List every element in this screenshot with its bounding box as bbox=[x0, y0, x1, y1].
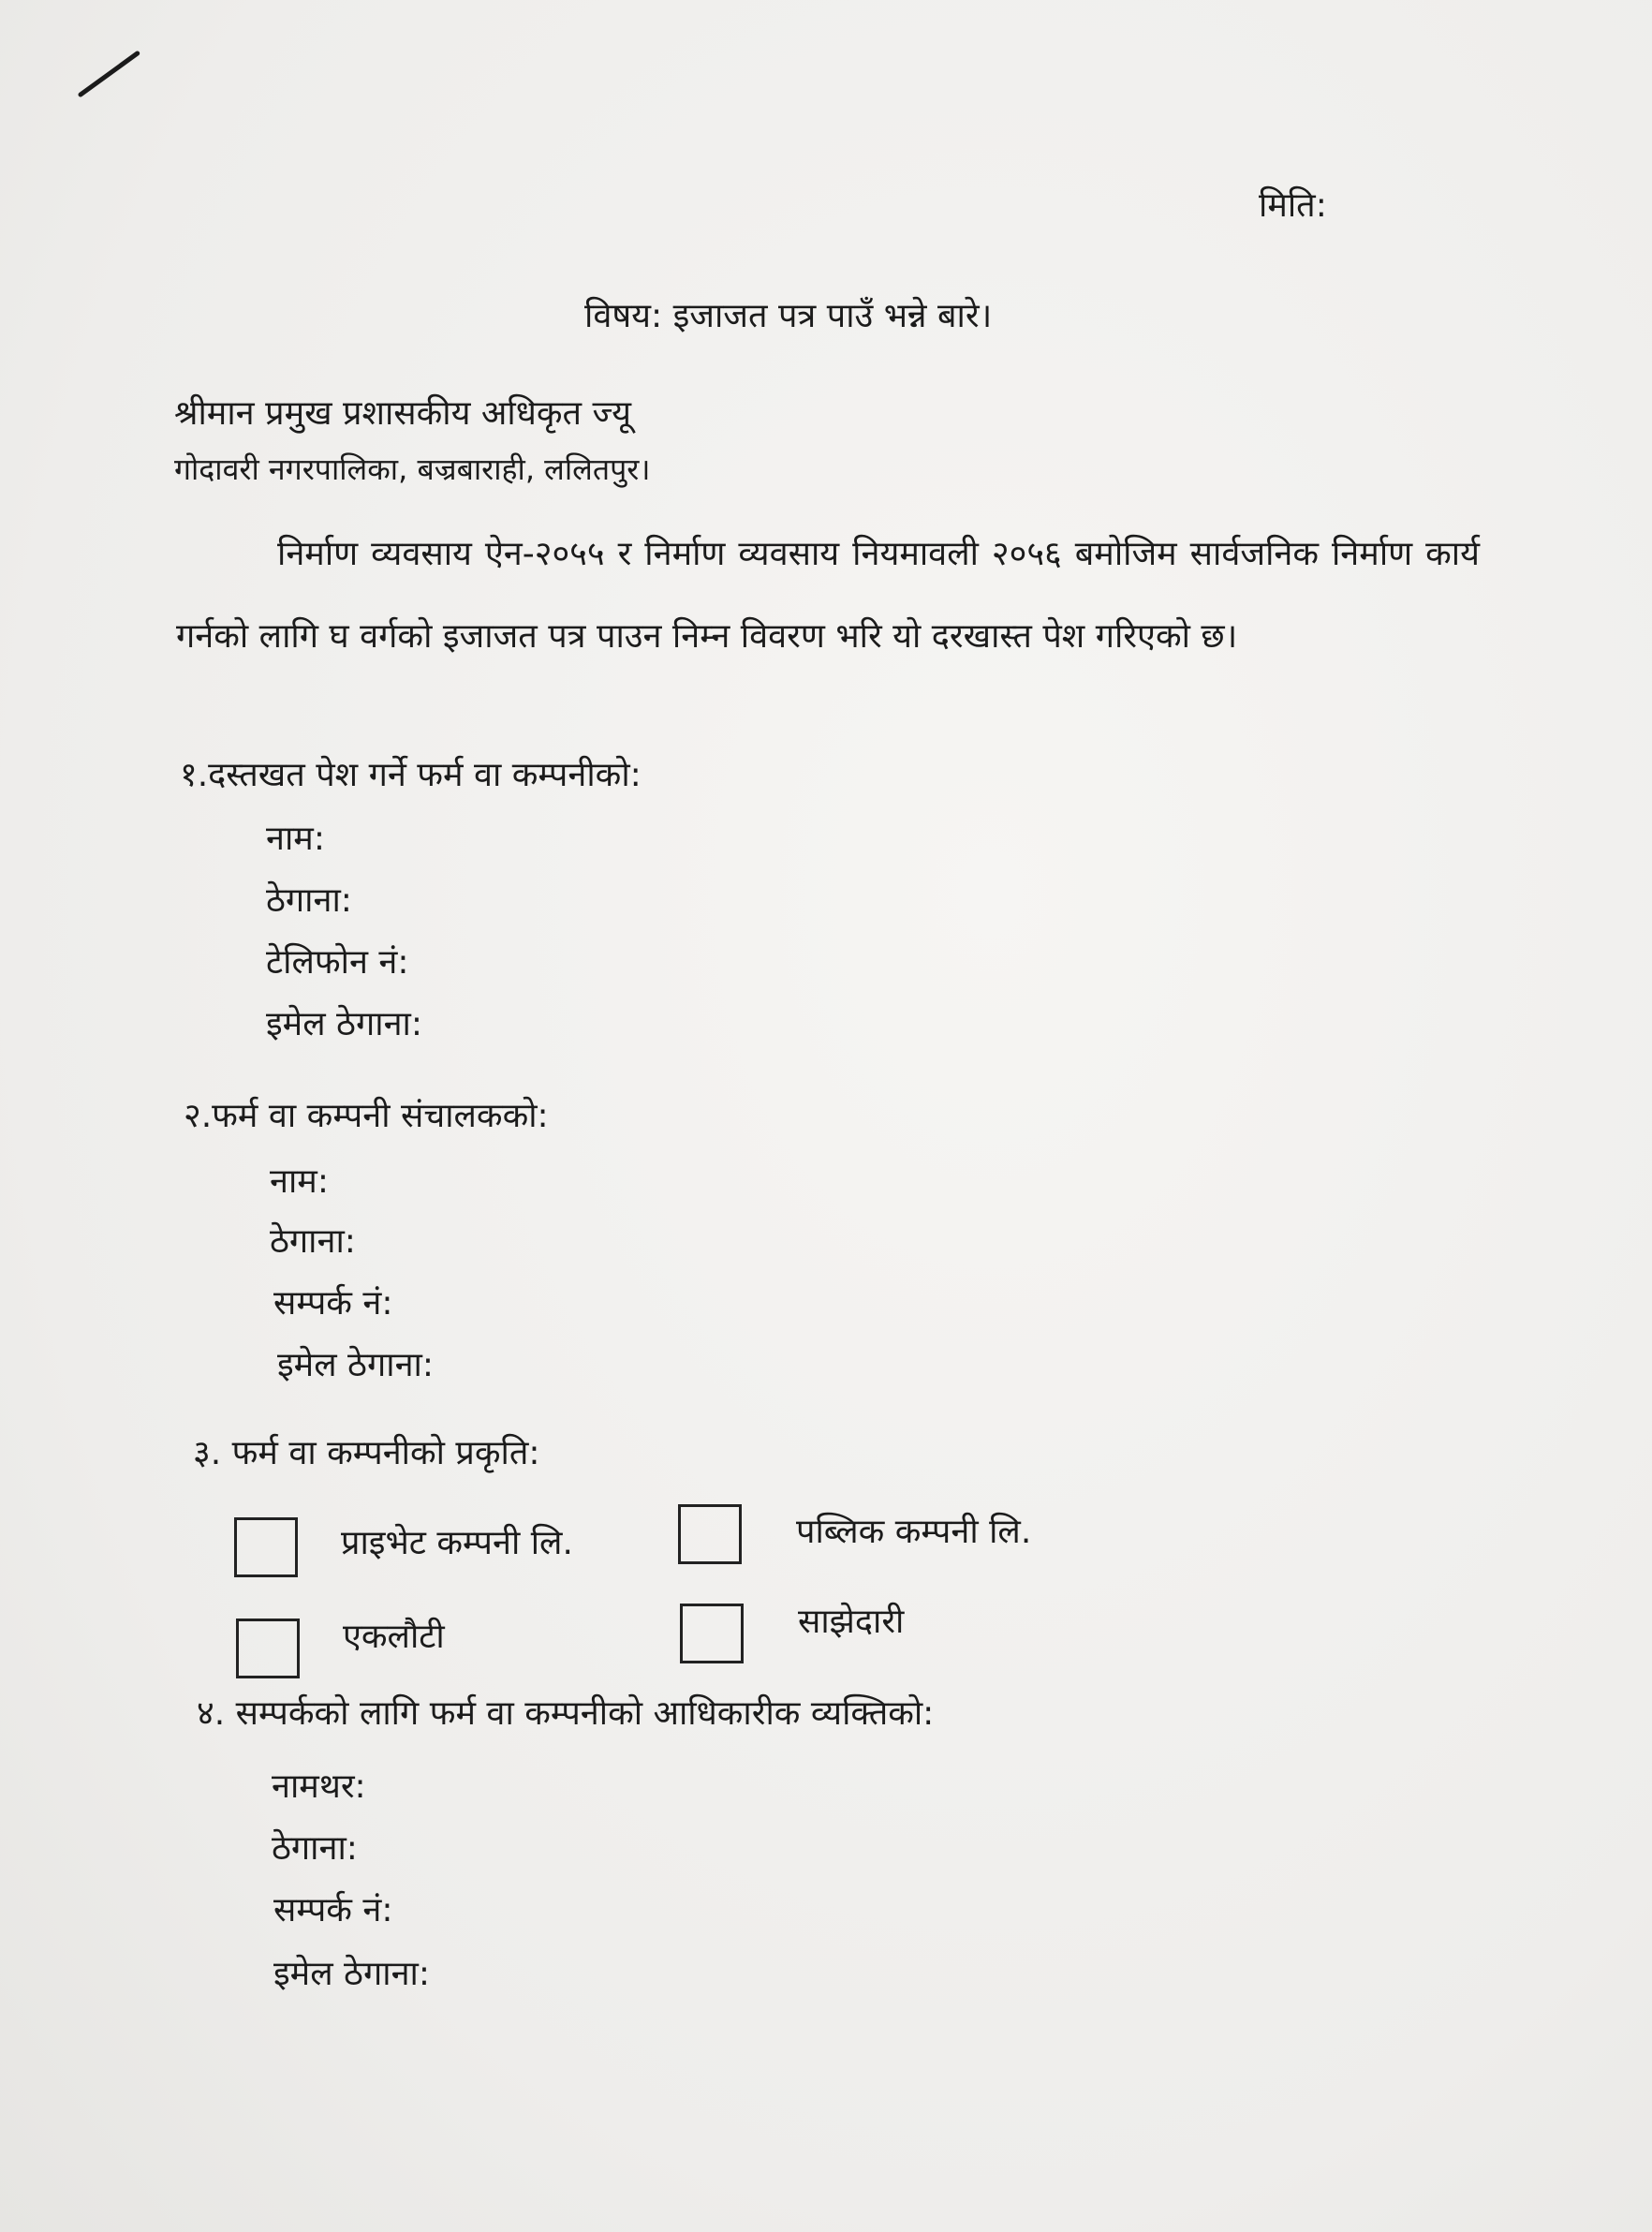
section1-email-field: इमेल ठेगाना: bbox=[266, 1005, 422, 1043]
private-company-label: प्राइभेट कम्पनी लि. bbox=[341, 1524, 573, 1562]
section4-fullname-field: नामथर: bbox=[272, 1767, 366, 1806]
section1-telephone-field: टेलिफोन नं: bbox=[266, 943, 409, 982]
sole-proprietorship-label: एकलौटी bbox=[343, 1618, 445, 1656]
section4-address-field: ठेगाना: bbox=[272, 1829, 358, 1868]
body-paragraph: निर्माण व्यवसाय ऐन-२०५५ र निर्माण व्यवसाय नियमावली २०५६ बमोजिम सार्वजनिक निर्माण कार्य गर्नको लागि घ वर्गको इजाजत पत्र पाउन निम्न विवरण भरि यो दरखास्त पेश गरिएको छ। bbox=[176, 535, 1480, 656]
date-label: मिति: bbox=[1259, 186, 1327, 225]
section2-heading: २.फर्म वा कम्पनी संचालकको: bbox=[184, 1097, 549, 1135]
public-company-checkbox[interactable] bbox=[678, 1504, 742, 1564]
subject-line: विषय: इजाजत पत्र पाउँ भन्ने बारे। bbox=[584, 297, 993, 335]
partnership-label: साझेदारी bbox=[798, 1603, 905, 1641]
section1-name-field: नाम: bbox=[266, 820, 325, 858]
section2-email-field: इमेल ठेगाना: bbox=[277, 1346, 434, 1384]
sole-proprietorship-checkbox[interactable] bbox=[236, 1619, 300, 1678]
section4-heading: ४. सम्पर्कको लागि फर्म वा कम्पनीको आधिकारीक व्यक्तिको: bbox=[197, 1694, 935, 1733]
section2-name-field: नाम: bbox=[270, 1162, 329, 1201]
partnership-checkbox[interactable] bbox=[680, 1604, 744, 1663]
section1-heading: १.दस्तखत पेश गर्ने फर्म वा कम्पनीको: bbox=[180, 756, 642, 794]
public-company-label: पब्लिक कम्पनी लि. bbox=[796, 1513, 1032, 1551]
section2-address-field: ठेगाना: bbox=[270, 1222, 356, 1261]
section4-contact-field: सम्पर्क नं: bbox=[273, 1891, 393, 1929]
addressee-line-1: श्रीमान प्रमुख प्रशासकीय अधिकृत ज्यू bbox=[174, 394, 631, 433]
section4-email-field: इमेल ठेगाना: bbox=[273, 1955, 430, 1993]
section3-heading: ३. फर्म वा कम्पनीको प्रकृति: bbox=[193, 1434, 540, 1472]
private-company-checkbox[interactable] bbox=[234, 1517, 298, 1577]
section1-address-field: ठेगाना: bbox=[266, 881, 352, 920]
section2-contact-field: सम्पर्क नं: bbox=[273, 1284, 393, 1323]
addressee-line-2: गोदावरी नगरपालिका, बज्रबाराही, ललितपुर। bbox=[174, 451, 651, 487]
pen-mark bbox=[78, 50, 141, 97]
